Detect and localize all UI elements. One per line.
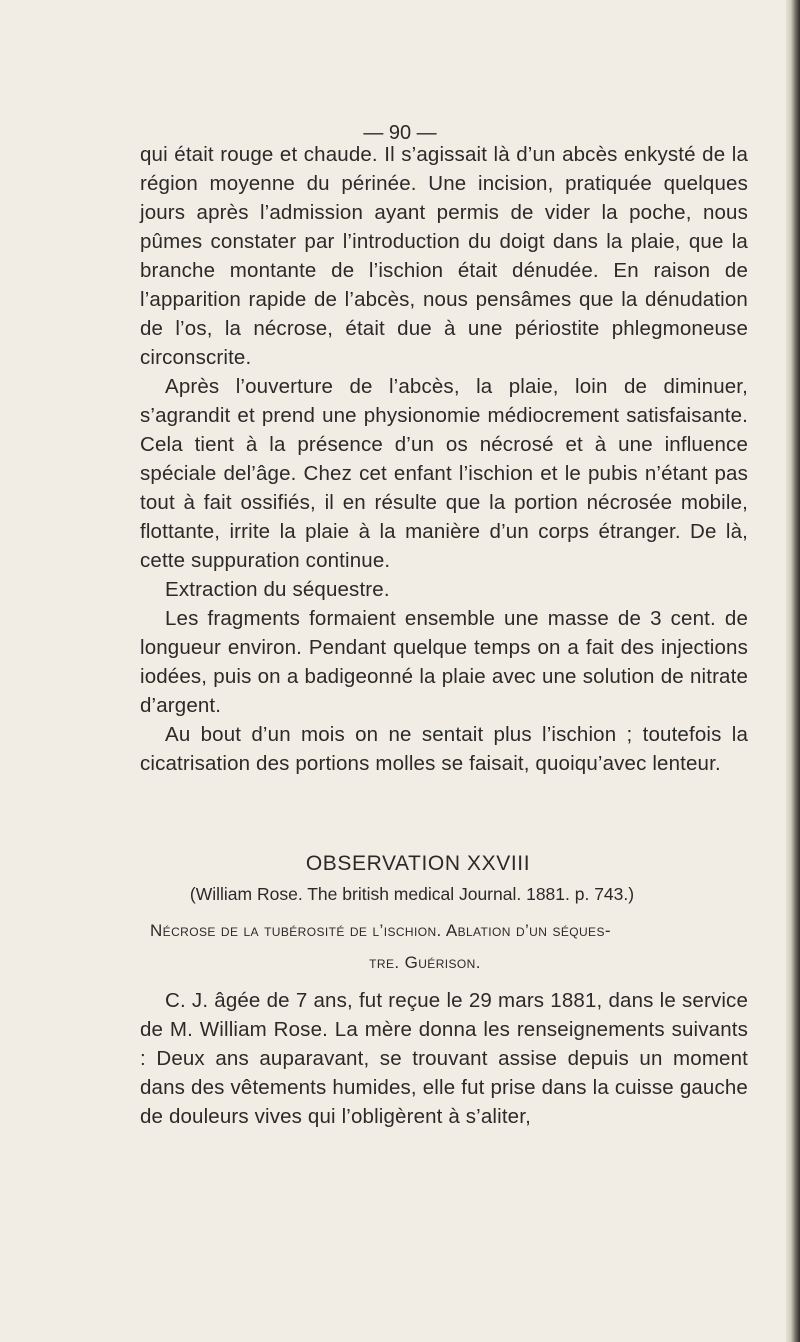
subheading-line-2: tre. Guérison. — [369, 953, 481, 972]
observation-title: OBSERVATION XXVIII — [305, 852, 531, 875]
paragraph: qui était rouge et chaude. Il s’agissait là d’un abcès enkysté de la région moyenne du périnée. Une incision, pratiquée quelques jours après l’admission ayant permis de vider la poche, nous pûmes constater par l’introduction du doigt dans la plaie, que la branche montante de l’ischion était dénudée. En raison de l’apparition rapide de l’abcès, nous pensâmes que la dénudation de l’os, la nécrose, était due à une périostite phlegmoneuse circonscrite. — [140, 143, 748, 369]
observation-subheading — [150, 915, 740, 979]
page-number: — 90 — — [363, 122, 437, 144]
observation-body — [140, 986, 748, 1131]
paragraph: Au bout d’un mois on ne sentait plus l’ischion ; toutefois la cicatrisation des portions molles se faisait, quoiqu’avec lenteur. — [140, 723, 748, 775]
main-text — [140, 140, 748, 778]
paragraph: Les fragments formaient ensemble une masse de 3 cent. de longueur environ. Pendant quelque temps on a fait des injections iodées, puis on a badigeonné la plaie avec une solution de nitrate d’argent. — [140, 607, 748, 717]
paragraph: Après l’ouverture de l’abcès, la plaie, loin de diminuer, s’agrandit et prend une physionomie médiocrement satisfaisante. Cela tient à la présence d’un os nécrosé et à une influence spéciale del’âge. Chez cet enfant l’ischion et le pubis n’étant pas tout à fait ossifiés, il en résulte que la portion nécrosée mobile, flottante, irrite la plaie à la manière d’un corps étranger. De là, cette suppuration continue. — [140, 375, 748, 572]
observation-citation: (William Rose. The british medical Journal. 1881. p. 743.) — [189, 884, 635, 904]
page-edge-shadow — [786, 0, 800, 1342]
paragraph: Extraction du séquestre. — [165, 578, 390, 601]
paragraph: C. J. âgée de 7 ans, fut reçue le 29 mars 1881, dans le service de M. William Rose. La mère donna les renseignements suivants : Deux ans auparavant, se trouvant assise depuis un moment dans des vêtements humides, elle fut prise dans la cuisse gauche de douleurs vives qui l’obligèrent à s’aliter, — [140, 989, 748, 1128]
subheading-line-1: Nécrose de la tubérosité de l’ischion. Ablation d’un séques- — [150, 921, 611, 940]
